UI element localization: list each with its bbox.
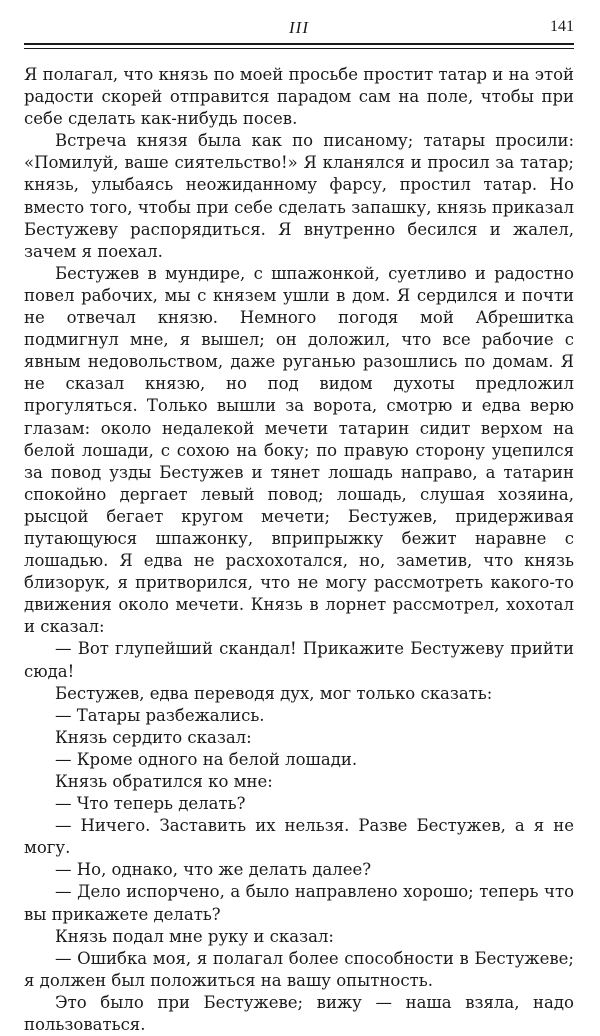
paragraph: Князь сердито сказал: bbox=[55, 727, 252, 747]
running-head: III bbox=[289, 18, 309, 37]
page-number: 141 bbox=[550, 18, 574, 35]
paragraph: Бестужев в мундире, с шпажонкой, суетливо и радостно повел рабочих, мы с князем ушли в дом. Я сердился и почти не отвечал князю. Немного погодя мой Абрешитка подмигнул мне, я вышел; он доложил, что все рабочие с явным недовольством, даже руганью разошлись по домам. Я не сказал князю, но под видом духоты предложил прогуляться. Только вышли за ворота, смотрю и едва верю глазам: около недалекой мечети татарин сидит верхом на белой лошади, с сохою на боку; по правую сторону уцепился за повод узды Бестужев и тянет лошадь направо, а татарин спокойно дергает левый повод; лошадь, слушая хозяина, рысцой бегает кругом мечети; Бестужев, придерживая путающуюся шпажонку, вприпрыжку бежит наравне с лошадью. Я едва не расхохотался, но, заметив, что князь близорук, я притворился, что не могу рассмотреть какого-то движения около мечети. Князь в лорнет рассмотрел, хохотал и сказал: bbox=[24, 263, 574, 637]
paragraph: Бестужев, едва переводя дух, мог только сказать: bbox=[55, 683, 493, 703]
paragraph: Князь подал мне руку и сказал: bbox=[55, 926, 334, 946]
paragraph: Я полагал, что князь по моей просьбе простит татар и на этой радости скорей отправится парадом сам на поле, чтобы при себе сделать как-нибудь посев. bbox=[24, 65, 574, 129]
dialogue-line: — Ничего. Заставить их нельзя. Разве Бестужев, а я не могу. bbox=[24, 816, 574, 858]
dialogue-line: — Что теперь делать? bbox=[55, 794, 246, 814]
paragraph: Это было при Бестужеве; вижу — наша взяла, надо пользоваться. bbox=[24, 992, 574, 1035]
dialogue-line: — Татары разбежались. bbox=[55, 705, 265, 725]
dialogue-line: — Но, однако, что же делать далее? bbox=[55, 860, 372, 880]
header-rule-thin bbox=[24, 48, 574, 49]
dialogue-line: — Ошибка моя, я полагал более способности в Бестужеве; я должен был положиться на вашу опытность. bbox=[24, 948, 574, 990]
body-text bbox=[24, 64, 574, 1036]
book-page bbox=[24, 14, 574, 1035]
header-rule-thick bbox=[24, 43, 574, 45]
dialogue-line: — Вот глупейший скандал! Прикажите Бестужеву прийти сюда! bbox=[24, 639, 574, 681]
dialogue-line: — Кроме одного на белой лошади. bbox=[55, 749, 358, 769]
dialogue-line: — Дело испорчено, а было направлено хорошо; теперь что вы прикажете делать? bbox=[24, 882, 574, 924]
page-header bbox=[24, 14, 574, 42]
paragraph: Встреча князя была как по писаному; татары просили: «Помилуй, ваше сиятельство!» Я кланялся и просил за татар; князь, улыбаясь неожиданному фарсу, простил татар. Но вместо того, чтобы при себе сделать запашку, князь приказал Бестужеву распорядиться. Я внутренно бесился и жалел, зачем я поехал. bbox=[24, 131, 574, 261]
paragraph: Князь обратился ко мне: bbox=[55, 772, 273, 791]
